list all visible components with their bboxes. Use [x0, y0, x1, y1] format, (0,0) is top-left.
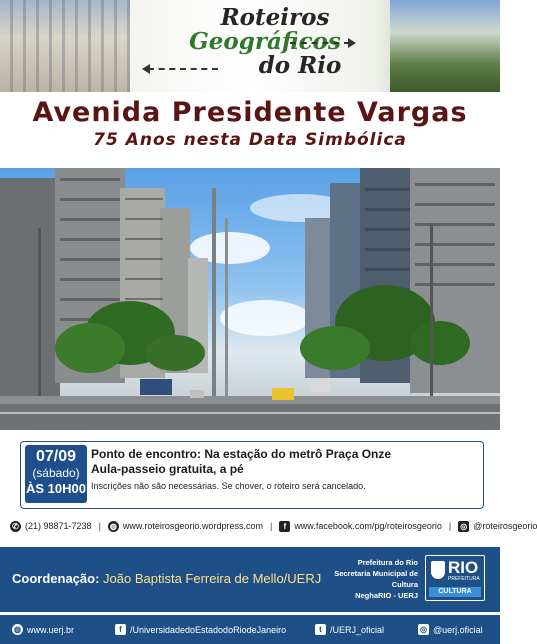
header-photo-left: [0, 0, 130, 92]
header-banner: [0, 0, 500, 92]
roteiros-logo: [160, 6, 370, 86]
globe-icon: ◍: [12, 624, 23, 635]
rio-cultura-logo: [425, 555, 485, 601]
activity-description: Aula-passeio gratuita, a pé: [91, 462, 244, 476]
avenue-photo: [0, 168, 500, 430]
social-facebook-text: /UniversidadedoEstadodoRiodeJaneiro: [130, 624, 287, 635]
globe-icon: ◍: [108, 521, 119, 532]
institution-line-1: Prefeitura do Rio: [357, 558, 418, 567]
contact-website[interactable]: [108, 521, 263, 532]
footer-band: [0, 547, 500, 612]
arrow-left-icon: [148, 68, 218, 70]
event-date: 07/09: [35, 448, 77, 465]
event-info-box: [20, 441, 484, 509]
twitter-icon: t: [315, 624, 326, 635]
social-twitter[interactable]: [315, 624, 384, 635]
facebook-icon: f: [115, 624, 126, 635]
social-bar: [0, 615, 500, 644]
contact-phone-text: (21) 98871-7238: [25, 521, 92, 531]
institutions: [310, 557, 418, 601]
header-photo-right: [390, 0, 500, 92]
logo-line-1: Roteiros: [220, 4, 330, 31]
institution-line-2: Secretaria Municipal de Cultura: [334, 569, 418, 589]
divider: |: [269, 521, 273, 531]
event-weekday: (sábado): [32, 466, 80, 480]
social-instagram[interactable]: [418, 624, 483, 635]
logo-line-3: do Rio: [258, 52, 342, 79]
avenue-photo-illustration: [0, 168, 500, 430]
social-twitter-text: /UERJ_oficial: [330, 624, 385, 635]
logo-line-2: Geográficos: [189, 28, 341, 55]
social-site[interactable]: [12, 624, 74, 635]
contact-instagram[interactable]: [458, 521, 537, 532]
contact-bar: [10, 518, 537, 534]
social-instagram-text: @uerj.oficial: [433, 624, 483, 635]
event-details: [91, 447, 477, 494]
instagram-icon: ◎: [458, 521, 469, 532]
divider: |: [98, 521, 101, 531]
logo-cultura-text: CULTURA: [429, 587, 481, 597]
logo-prefeitura-text: PREFEITURA: [448, 576, 480, 582]
coordination-name: João Baptista Ferreira de Mello/UERJ: [103, 571, 322, 586]
whatsapp-icon: ✆: [10, 521, 21, 532]
facebook-icon: f: [279, 521, 290, 532]
shield-icon: [431, 561, 445, 579]
institution-line-3: NeghaRIO - UERJ: [355, 591, 418, 600]
title-block: [0, 96, 500, 150]
date-badge: [25, 445, 87, 503]
page-subtitle: 75 Anos nesta Data Simbólica: [93, 130, 407, 150]
contact-facebook-text: www.facebook.com/pg/roteirosgeorio: [294, 521, 442, 531]
coordination: [12, 571, 321, 586]
page-title: Avenida Presidente Vargas: [32, 97, 468, 128]
event-time: ÀS 10H00: [26, 481, 86, 496]
coordination-label: Coordenação:: [12, 571, 100, 586]
contact-website-text: www.roteirosgeorio.wordpress.com: [122, 521, 263, 531]
contact-facebook[interactable]: [279, 521, 442, 532]
divider: |: [448, 521, 452, 531]
social-facebook[interactable]: [115, 624, 286, 635]
logo-rio-text: RIO: [448, 558, 479, 577]
social-site-text: www.uerj.br: [27, 624, 75, 635]
arrow-right-icon: [290, 42, 350, 44]
event-notes: Inscrições não são necessárias. Se chover, o roteiro será cancelado.: [91, 481, 366, 491]
meeting-point: Ponto de encontro: Na estação do metrô Praça Onze: [91, 447, 392, 461]
contact-instagram-text: @roteirosgeorio: [473, 521, 537, 531]
contact-phone[interactable]: [10, 521, 92, 532]
instagram-icon: ◎: [418, 624, 429, 635]
